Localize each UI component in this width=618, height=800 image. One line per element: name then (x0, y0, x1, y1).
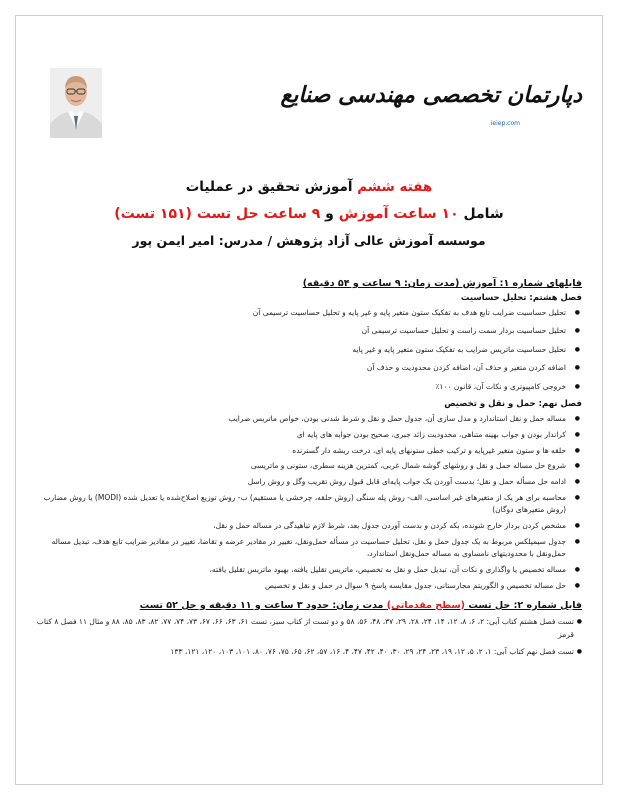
logo-text: دپارتمان تخصصی مهندسی صنایع (280, 82, 582, 108)
list-item: ● مساله حمل و نقل استاندارد و مدل سازی آن، جدول حمل و نقل و شرط شدنی بودن، خواص ماتریس ضرایب (36, 413, 582, 425)
list-item: ● جدول سیمپلکس مربوط به یک جدول حمل و نقل، تحلیل حساسیت در مسأله حمل‌ونقل، تغییر در مقادیر عرضه و تقاضا، تغییر در مقادیر ضرایب تابع هدف، تبدیل مساله حمل‌ونقل با محدودیتهای نامساوی به مساله حمل‌ونقل استاندارد، (36, 536, 582, 560)
heading-text: شامل (458, 206, 504, 222)
list-item: ● شروع حل مساله حمل و نقل و روشهای گوشه شمال غربی، کمترین هزینه سطری، ستونی و ماتریسی (36, 460, 582, 472)
chapter8-title: فصل هشتم: تحلیل حساسیت (460, 293, 582, 303)
list-item: ● اضافه کردن متغیر و حذف آن، اضافه کردن محدودیت و حذف آن (36, 362, 582, 374)
list-item: ● تحلیل حساسیت ماتریس ضرایب به تفکیک ستون متغیر پایه و غیر پایه (36, 344, 582, 356)
file2-title (36, 600, 582, 611)
file2-level: (سطح مقدماتی) (386, 599, 466, 611)
file1-title: فایلهای شماره ۱: آموزش (مدت زمان: ۹ ساعت و ۵۴ دقیقه) (302, 278, 582, 289)
list-item: ● حل مساله تخصیص و الگوریتم مجارستانی، جدول مقایسه پاسخ ۹ سوال در حمل و نقل و تخصیص (36, 580, 582, 592)
list-item: ● تحلیل حساسیت ضرایب تابع هدف به تفکیک ستون متغیر پایه و غیر پایه و تحلیل حساسیت ترسیمی آن (36, 307, 582, 319)
logo (280, 78, 582, 140)
list-item: ● حلقه ها و ستون متغیر غیرپایه و ترکیب خطی ستونهای پایه ای، درخت ریشه دار گسترنده (36, 445, 582, 457)
chapter9-title: فصل نهم: حمل و نقل و تخصیص (444, 398, 582, 409)
list-item: ● ادامه حل مسأله حمل و نقل؛ بدست آوردن یک جواب پایه‌ای قابل قبول روش تقریب وگل و روش راسل (36, 476, 582, 488)
week-label: هفته ششم (357, 179, 433, 195)
file2-duration: مدت زمان: حدود ۳ ساعت و ۱۱ دقیقه و حل ۵۲ تست (139, 599, 387, 611)
list-item: ● تحلیل حساسیت بردار سمت راست و تحلیل حساسیت ترسیمی آن (36, 325, 582, 337)
heading (16, 174, 602, 254)
list-item: ● مساله تخصیص یا واگذاری و نکات آن، تبدیل حمل و نقل به تخصیص، ماتریس تقلیل یافته، بهبود ماتریس تقلیل یافته، (36, 564, 582, 576)
file2-title-text: فایل شماره ۲: حل تست (465, 599, 582, 611)
list-item: ● کراندار بودن و جواب بهینه متناهی، محدودیت زائد جبری، صحیح بودن جوابه های پایه ای (36, 429, 582, 441)
file2-list (36, 615, 582, 659)
heading-line-2 (16, 200, 602, 228)
list-item: ● مشخص کردن بردار خارج شونده، بکه کردن و بدست آوردن جدول بعد، شرط لازم تباهیدگی در مساله حمل و نقل، (36, 520, 582, 532)
list-item: ● محاسبه برای هر یک از متغیرهای غیر اساسی، الف- روش پله سنگی (روش حلقه، چرخشی یا مستقیم) ب- روش توزیع اصلاح‌شده یا تعدیل شده (MODI) یا روش مضارب (روش متغیرهای دوگان) (36, 492, 582, 516)
training-hours: ۱۰ ساعت آموزش (338, 206, 459, 222)
heading-text: و (320, 206, 339, 222)
list-item: ● خروجی کامپیوتری و نکات آن، قانون ۱۰۰٪ (36, 381, 582, 393)
test-hours: ۹ ساعت حل تست (۱۵۱ تست) (114, 206, 321, 222)
list-item: ● تست فصل نهم کتاب آبی: ۱، ۲، ۵، ۱۲، ۱۹، ۲۳، ۲۴، ۲۹، ۳۰، ۴۰، ۴۲، ۴۷، ۴، ۱۶، ۵۷، ۶۲، ۶۵، ۷۵، ۷۶، ۸۰، ۱۰۱، ۱۰۳، ۱۲۰، ۱۲۱، ۱۳۳ (36, 645, 582, 659)
logo-url: ieiep.com (490, 120, 520, 127)
content (36, 278, 582, 661)
person-photo-icon (50, 68, 102, 138)
institute-instructor: موسسه آموزش عالی آزاد پژوهش / مدرس: امیر ایمن پور (132, 233, 486, 248)
chapter8-list (36, 307, 582, 393)
document-page (15, 15, 603, 785)
list-item: ● تست فصل هشتم کتاب آبی: ۲، ۶، ۸، ۱۲، ۱۴، ۲۴، ۲۸، ۲۹، ۳۷، ۴۸، ۵۶، ۵۸ و دو تست از کتاب سبز، تست ۶۱، ۶۳، ۶۶، ۶۷، ۷۳، ۷۴، ۷۷، ۸۲، ۸۳، ۸۵، ۸۸ و مثال ۱۱ فصل ۸ کتاب قرمز (36, 615, 582, 642)
instructor-photo (50, 68, 102, 138)
heading-line-1 (16, 174, 602, 200)
chapter9-list (36, 413, 582, 592)
course-title: آموزش تحقیق در عملیات (185, 179, 358, 195)
